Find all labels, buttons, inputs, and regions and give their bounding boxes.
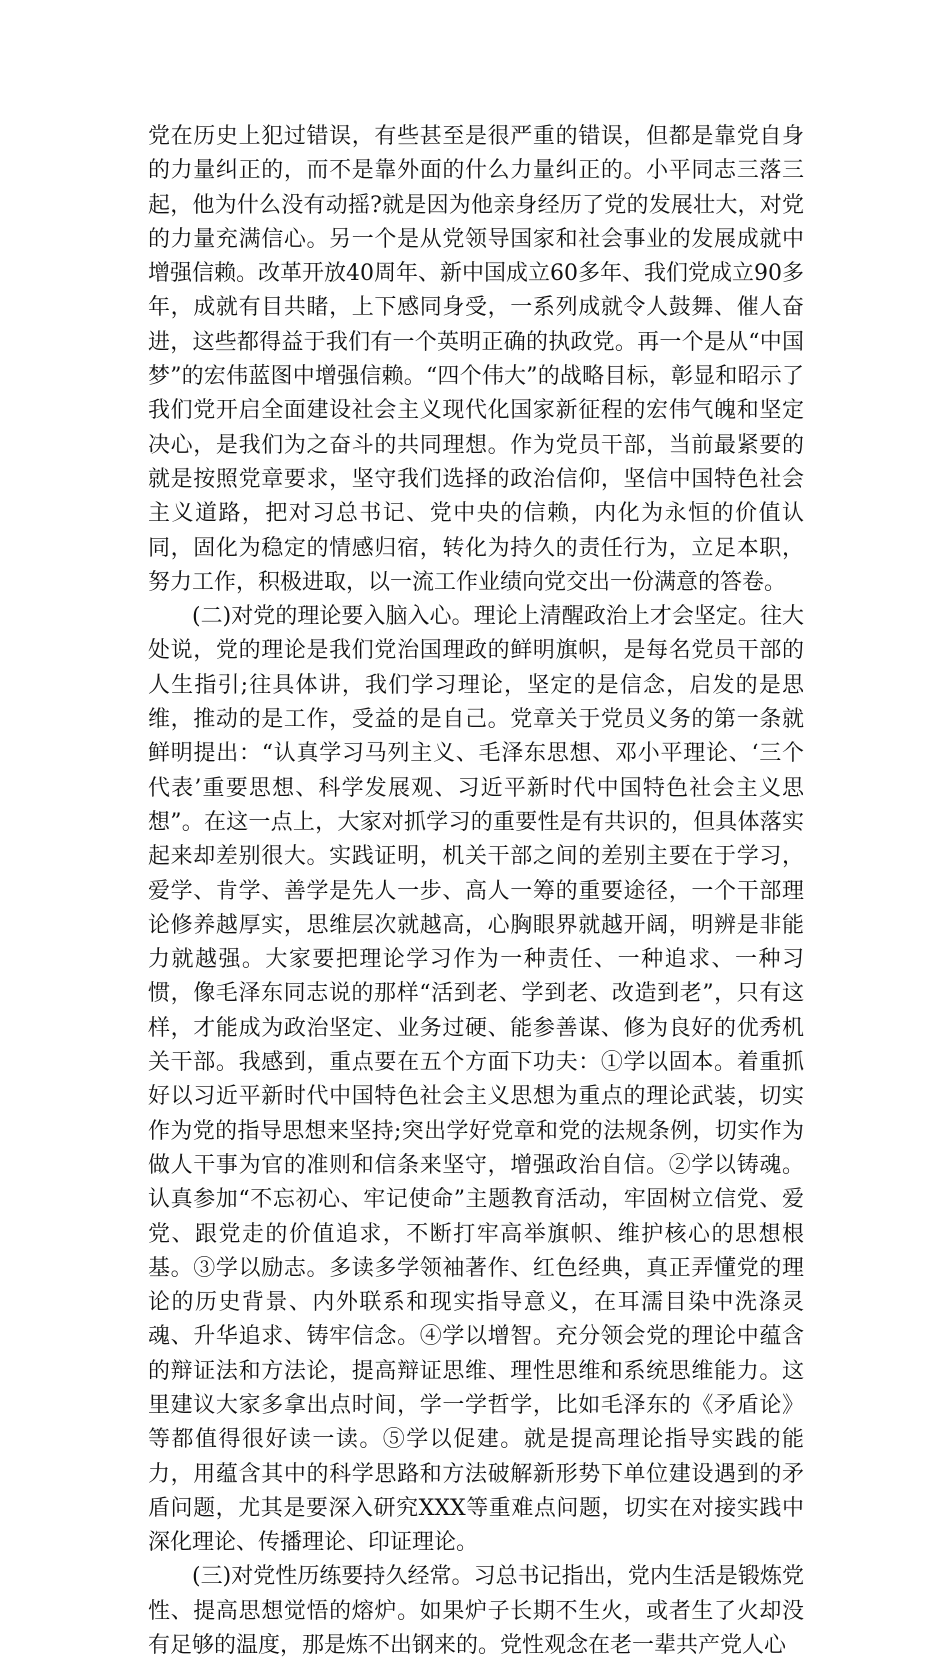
paragraph-1: 党在历史上犯过错误，有些甚至是很严重的错误，但都是靠党自身的力量纠正的，而不是靠外面的什么力量纠正的。小平同志三落三起，他为什么没有动摇?就是因为他亲身经历了党的发展壮大，对党的力量充满信心。另一个是从党领导国家和社会事业的发展成就中增强信赖。改革开放40周年、新中国成立60多年、我们党成立90多年，成就有目共睹，上下感同身受，一系列成就令人鼓舞、催人奋进，这些都得益于我们有一个英明正确的执政党。再一个是从“中国梦”的宏伟蓝图中增强信赖。“四个伟大”的战略目标，彰显和昭示了我们党开启全面建设社会主义现代化国家新征程的宏伟气魄和坚定决心，是我们为之奋斗的共同理想。作为党员干部，当前最紧要的就是按照党章要求，坚守我们选择的政治信仰，坚信中国特色社会主义道路，把对习总书记、党中央的信赖，内化为永恒的价值认同，固化为稳定的情感归宿，转化为持久的责任行为，立足本职，努力工作，积极进取，以一流工作业绩向党交出一份满意的答卷。 (148, 124, 804, 595)
paragraph-2: (二)对党的理论要入脑入心。理论上清醒政治上才会坚定。往大处说，党的理论是我们党治国理政的鲜明旗帜，是每名党员干部的人生指引;往具体讲，我们学习理论，坚定的是信念，启发的是思维，推动的是工作，受益的是自己。党章关于党员义务的第一条就鲜明提出：“认真学习马列主义、毛泽东思想、邓小平理论、‘三个代表’重要思想、科学发展观、习近平新时代中国特色社会主义思想”。在这一点上，大家对抓学习的重要性是有共识的，但具体落实起来却差别很大。实践证明，机关干部之间的差别主要在于学习，爱学、肯学、善学是先人一步、高人一筹的重要途径，一个干部理论修养越厚实，思维层次就越高，心胸眼界就越开阔，明辨是非能力就越强。大家要把理论学习作为一种责任、一种追求、一种习惯，像毛泽东同志说的那样“活到老、学到老、改造到老”，只有这样，才能成为政治坚定、业务过硬、能参善谋、修为良好的优秀机关干部。我感到，重点要在五个方面下功夫：①学以固本。着重抓好以习近平新时代中国特色社会主义思想为重点的理论武装，切实作为党的指导思想来坚持;突出学好党章和党的法规条例，切实作为做人干事为官的准则和信条来坚守，增强政治自信。②学以铸魂。认真参加“不忘初心、牢记使命”主题教育活动，牢固树立信党、爱党、跟党走的价值追求，不断打牢高举旗帜、维护核心的思想根基。③学以励志。多读多学领袖著作、红色经典，真正弄懂党的理论的历史背景、内外联系和现实指导意义，在耳濡目染中洗涤灵魂、升华追求、铸牢信念。④学以增智。充分领会党的理论中蕴含的辩证法和方法论，提高辩证思维、理性思维和系统思维能力。这里建议大家多拿出点时间，学一学哲学，比如毛泽东的《矛盾论》等都值得很好读一读。⑤学以促建。就是提高理论指导实践的能力，用蕴含其中的科学思路和方法破解新形势下单位建设遇到的矛盾问题，尤其是要深入研究XXX等重难点问题，切实在对接实践中深化理论、传播理论、印证理论。 (148, 604, 804, 1556)
document-body (148, 120, 804, 1663)
paragraph-3: (三)对党性历练要持久经常。习总书记指出，党内生活是锻炼党性、提高思想觉悟的熔炉。如果炉子长期不生火，或者生了火却没有足够的温度，那是炼不出钢来的。党性观念在老一辈共产党人心 (148, 1564, 804, 1659)
